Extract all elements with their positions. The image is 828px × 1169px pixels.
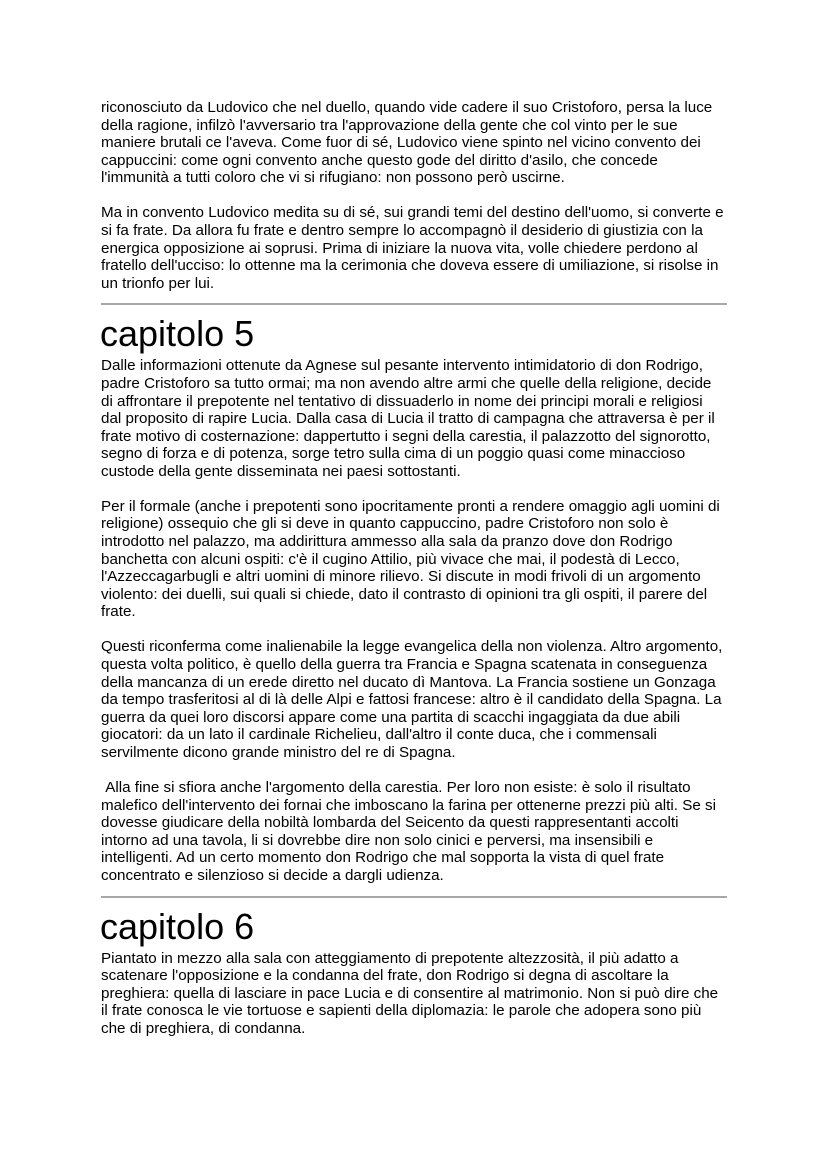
intro-section <box>101 99 727 292</box>
section-divider <box>101 303 727 305</box>
document-page <box>101 99 727 1038</box>
chapter-5-paragraph-4: Alla fine si sfiora anche l'argomento della carestia. Per loro non esiste: è solo il risultato malefico dell'intervento dei fornai che imboscano la farina per ottenerne prezzi più alti. Se si dovesse giudicare della nobiltà lombarda del Seicento da questi rappresentanti accolti intorno ad una tavola, li si dovrebbe dire non solo cinici e perversi, ma insensibili e intelligenti. Ad un certo momento don Rodrigo che mal sopporta la vista di quel frate concentrato e silenzioso si decide a dargli udienza. <box>101 778 721 884</box>
intro-paragraph-2: Ma in convento Ludovico medita su di sé, sui grandi temi del destino dell'uomo, si converte e si fa frate. Da allora fu frate e dentro sempre lo accompagnò il desiderio di giustizia con la energica opposizione ai soprusi. Prima di iniziare la nuova vita, volle chiedere perdono al fratello dell'ucciso: lo ottenne ma la cerimonia che doveva essere di umiliazione, si risolse in un trionfo per lui. <box>101 204 724 292</box>
chapter-5-paragraph-2: Per il formale (anche i prepotenti sono ipocritamente pronti a rendere omaggio agli uomini di religione) ossequio che gli si deve in quanto cappuccino, padre Cristoforo non solo è introdotto nel palazzo, ma addirittura ammesso alla sala da pranzo dove don Rodrigo banchetta con alcuni ospiti: c'è il cugino Attilio, più vivace che mai, il podestà di Lecco, l'Azzeccagarbugli e altri uomini di minore rilievo. Si discute in modi frivoli di un argomento violento: dei duelli, sui quali si chiede, dato il contrasto di opinioni tra gli ospiti, il parere del frate. <box>101 497 720 621</box>
chapter-6-title: capitolo 6 <box>100 905 255 947</box>
chapter-6-paragraph-1: Piantato in mezzo alla sala con atteggiamento di prepotente altezzosità, il più adatto a scatenare l'opposizione e la condanna del frate, don Rodrigo si degna di ascoltare la preghiera: quella di lasciare in pace Lucia e di consentire al matrimonio. Non si può dire che il frate conosca le vie tortuose e sapienti della diplomazia: le parole che adopera sono più che di preghiera, di condanna. <box>101 949 719 1037</box>
intro-paragraph-1: riconosciuto da Ludovico che nel duello, quando vide cadere il suo Cristoforo, persa la luce della ragione, infilzò l'avversario tra l'approvazione della gente che col vinto per le sue maniere brutali ce l'aveva. Come fuor di sé, Ludovico viene spinto nel vicino convento dei cappuccini: come ogni convento anche questo gode del diritto d'asilo, che concede l'immunità a tutti coloro che vi si rifugiano: non possono però uscirne. <box>101 99 713 187</box>
chapter-5-paragraph-3: Questi riconferma come inalienabile la legge evangelica della non violenza. Altro argomento, questa volta politico, è quello della guerra tra Francia e Spagna scatenata in conseguenza della mancanza di un erede diretto nel ducato dì Mantova. La Francia sostiene un Gonzaga da tempo trasferitosi al di là delle Alpi e fattosi francese: altro è il candidato della Spagna. La guerra da quei loro discorsi appare come una partita di scacchi ingaggiata da due abili giocatori: da un lato il cardinale Richelieu, dall'altro il conte duca, che i commensali servilmente dicono grande ministro del re di Spagna. <box>101 638 723 761</box>
section-divider <box>101 896 727 898</box>
chapter-5-title: capitolo 5 <box>100 313 255 355</box>
chapter-6-section <box>100 905 727 1038</box>
chapter-5-section <box>101 315 727 884</box>
chapter-5-paragraph-1: Dalle informazioni ottenute da Agnese sul pesante intervento intimidatorio di don Rodrigo, padre Cristoforo sa tutto ormai; ma non avendo altre armi che quelle della religione, decide di affrontare il prepotente nel tentativo di dissuaderlo in nome dei principi morali e religiosi dal proposito di rapire Lucia. Dalla casa di Lucia il tratto di campagna che attraversa è per il frate motivo di costernazione: dappertutto i segni della carestia, il palazzotto del signorotto, segno di forza e di potenza, sorge tetro sulla cima di un poggio quasi come minaccioso custode della gente disseminata nei paesi sottostanti. <box>101 357 715 480</box>
